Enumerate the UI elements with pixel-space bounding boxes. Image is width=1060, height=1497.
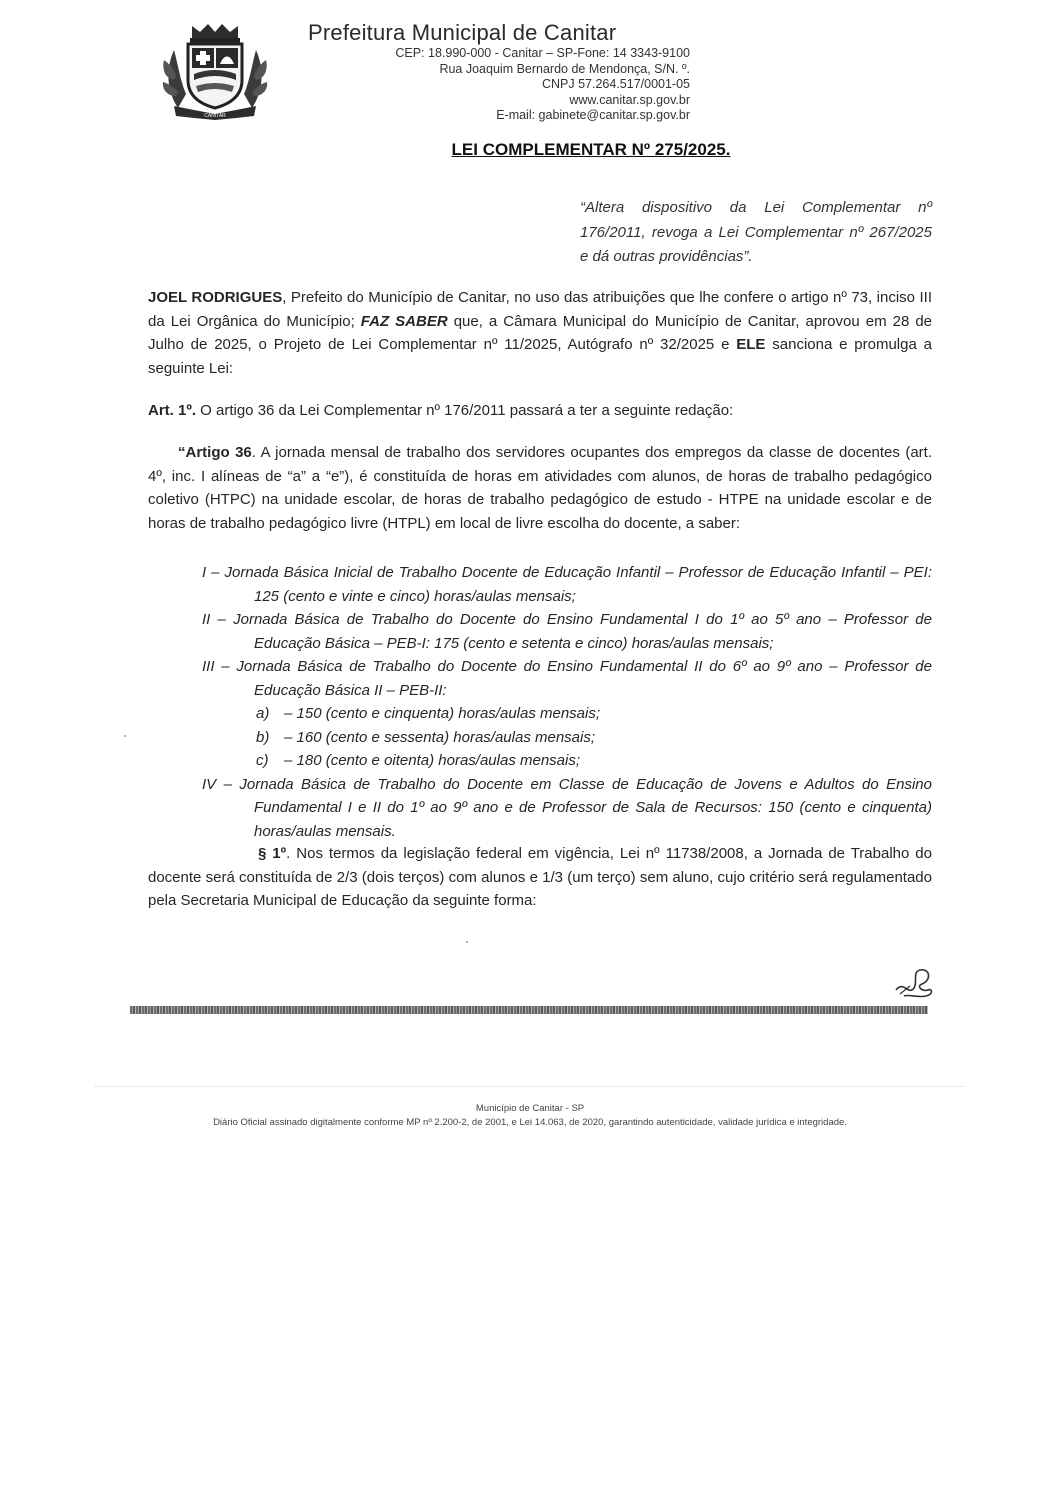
scan-speck — [124, 735, 126, 737]
inciso-list — [148, 561, 932, 843]
article-1 — [148, 399, 932, 423]
footer-municipality: Município de Canitar - SP — [475, 1103, 585, 1114]
header-cnpj: CNPJ 57.264.517/0001-05 — [541, 77, 690, 91]
scan-speck — [466, 941, 468, 943]
article-36 — [148, 441, 932, 535]
law-title: LEI COMPLEMENTAR Nº 275/2025. — [451, 140, 731, 159]
article-1-label: Art. 1º. — [148, 402, 196, 419]
article-36-text: . A jornada mensal de trabalho dos servidores ocupantes dos empregos da classe de docentes (art. 4º, inc. I alíneas de “a” a “e”), é constituída de horas em atividades com alunos, de horas de trabalho pedagógico coletivo (HTPC) na unidade escolar, de horas de trabalho pedagógico de estudo - HTPE na unidade escolar e de horas de trabalho pedagógico livre (HTPL) em local de livre escolha do docente, a saber: — [148, 444, 932, 532]
paragraph-1-text: . Nos termos da legislação federal em vigência, Lei nº 11738/2008, a Jornada de Trabalho do docente será constituída de 2/3 (dois terços) com alunos e 1/3 (um terço) sem aluno, cujo critério será regulamentado pela Secretaria Municipal de Educação da seguinte forma: — [148, 845, 932, 909]
inciso-item: I – Jornada Básica Inicial de Trabalho Docente de Educação Infantil – Professor de Educação Infantil – PEI: 125 (cento e vinte e cinco) horas/aulas mensais; — [202, 564, 932, 605]
article-1-text: O artigo 36 da Lei Complementar nº 176/2011 passará a ter a seguinte redação: — [196, 402, 734, 419]
page-separator-stripe — [130, 1006, 928, 1014]
subitem-text: – 180 (cento e oitenta) horas/aulas mensais; — [284, 752, 581, 769]
subitem — [256, 749, 932, 773]
ele-label: ELE — [736, 336, 766, 353]
subitem-letter: a) — [256, 705, 270, 722]
intro-text-1: , Prefeito do Município de Canitar, no uso das atribuições que lhe confere o artigo nº 73, inciso III da Lei Orgânica do Município; — [148, 289, 932, 330]
law-summary: “Altera dispositivo da Lei Complementar nº 176/2011, revoga a Lei Complementar nº 267/2025 e dá outras providências”. — [580, 199, 932, 265]
intro-text-3: sanciona e promulga a seguinte Lei: — [148, 336, 932, 377]
header-email: E-mail: gabinete@canitar.sp.gov.br — [496, 108, 690, 122]
article-36-label: “Artigo 36 — [178, 444, 252, 461]
paragraph-1-label: § 1º — [258, 845, 287, 862]
municipal-crest-icon — [160, 20, 270, 120]
paragraph-1 — [148, 842, 932, 913]
subitem-text: – 150 (cento e cinquenta) horas/aulas mensais; — [284, 705, 601, 722]
subitem — [256, 702, 932, 726]
header-cep-phone: CEP: 18.990-000 - Canitar – SP-Fone: 14 3343-9100 — [395, 46, 690, 60]
intro-paragraph — [148, 286, 932, 380]
subitem-text: – 160 (cento e sessenta) horas/aulas mensais; — [284, 728, 596, 746]
inciso-item: II – Jornada Básica de Trabalho do Docente do Ensino Fundamental I do 1º ao 5º ano – Professor de Educação Básica – PEB-I: 175 (cento e setenta e cinco) horas/aulas mensais; — [202, 611, 932, 652]
signature-rubric-icon — [892, 966, 938, 1000]
subitem-letter: b) — [256, 728, 270, 746]
subitem — [256, 726, 932, 750]
mayor-name: JOEL RODRIGUES — [148, 289, 283, 306]
header-website: www.canitar.sp.gov.br — [569, 92, 690, 107]
inciso-item: III – Jornada Básica de Trabalho do Docente do Ensino Fundamental II do 6º ao 9º ano – Professor de Educação Básica II – PEB-II: — [202, 658, 932, 699]
footer-divider — [95, 1086, 965, 1087]
footer-official-note: Diário Oficial assinado digitalmente conforme MP nº 2.200-2, de 2001, e Lei 14.063, de 2020, garantindo autenticidade, validade jurídica e integridade. — [213, 1117, 847, 1128]
faz-saber: FAZ SABER — [360, 312, 448, 330]
inciso-item: IV – Jornada Básica de Trabalho do Docente em Classe de Educação de Jovens e Adultos do Ensino Fundamental I e II do 1º ao 9º ano e de Professor de Sala de Recursos: 150 (cento e cinquenta) horas/aulas mensais. — [202, 775, 932, 840]
subitem-letter: c) — [256, 752, 269, 769]
intro-text-2: que, a Câmara Municipal do Município de Canitar, aprovou em 28 de Julho de 2025, o Projeto de Lei Complementar nº 11/2025, Autógrafo nº 32/2025 e — [148, 312, 932, 353]
crest-motto: CANITAR — [204, 113, 226, 119]
header-contact-block — [350, 46, 690, 124]
municipality-title: Prefeitura Municipal de Canitar — [308, 20, 617, 45]
header-address: Rua Joaquim Bernardo de Mendonça, S/N. º. — [439, 61, 690, 76]
law-title-row — [0, 140, 1060, 160]
